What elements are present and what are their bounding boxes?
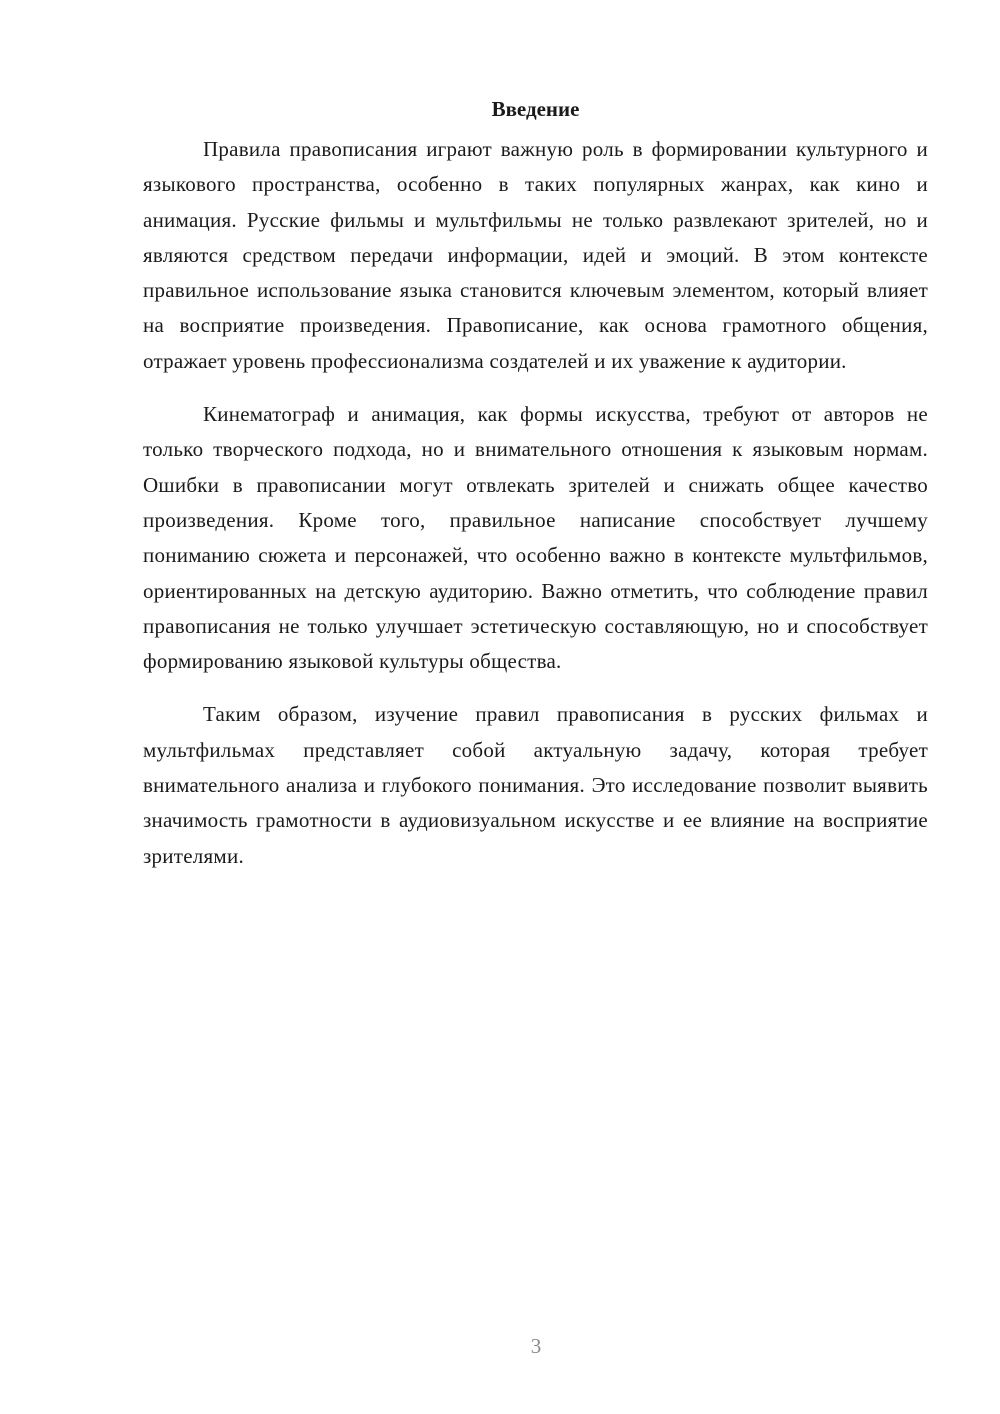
section-heading: Введение <box>491 97 580 121</box>
page-number: 3 <box>530 1334 542 1358</box>
paragraph-1: Правила правописания играют важную роль в формировании культурного и языкового пространства, особенно в таких популярных жанрах, как кино и анимация. Русские фильмы и мультфильмы не только развлекают зрителей, но и являются средством передачи информации, идей и эмоций. В этом контексте правильное использование языка становится ключевым элементом, который влияет на восприятие произведения. Правописание, как основа грамотного общения, отражает уровень профессионализма создателей и их уважение к аудитории. <box>143 137 928 373</box>
page-content <box>143 92 928 892</box>
paragraph-2: Кинематограф и анимация, как формы искусства, требуют от авторов не только творческого подхода, но и внимательного отношения к языковым нормам. Ошибки в правописании могут отвлекать зрителей и снижать общее качество произведения. Кроме того, правильное написание способствует лучшему пониманию сюжета и персонажей, что особенно важно в контексте мультфильмов, ориентированных на детскую аудиторию. Важно отметить, что соблюдение правил правописания не только улучшает эстетическую составляющую, но и способствует формированию языковой культуры общества. <box>143 402 928 674</box>
paragraph-3: Таким образом, изучение правил правописания в русских фильмах и мультфильмах представляет собой актуальную задачу, которая требует внимательного анализа и глубокого понимания. Это исследование позволит выявить значимость грамотности в аудиовизуальном искусстве и ее влияние на восприятие зрителями. <box>143 702 928 868</box>
